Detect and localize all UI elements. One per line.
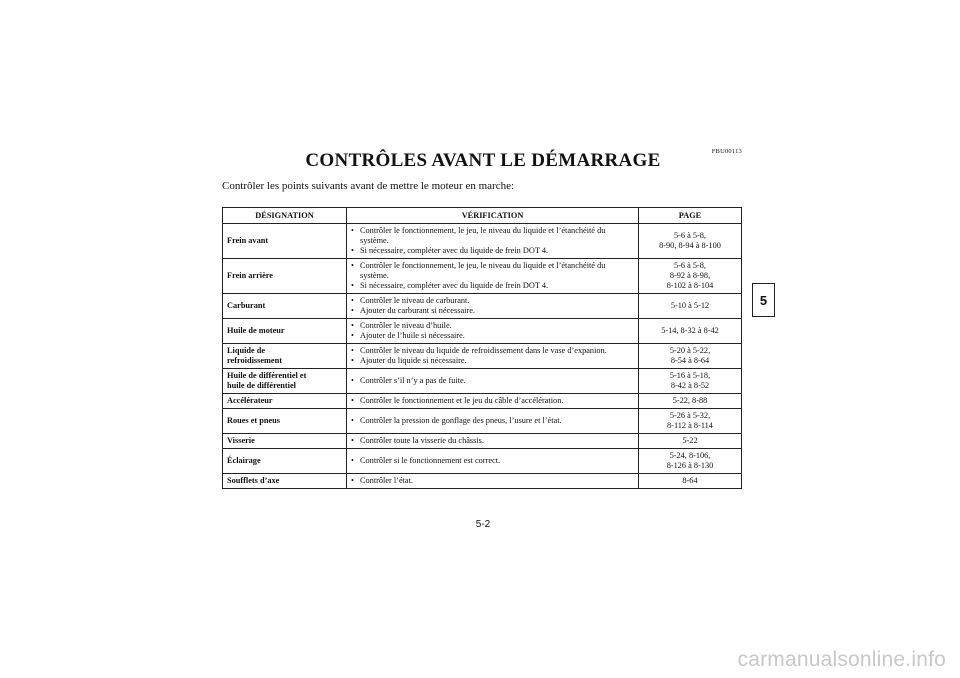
designation-line: Roues et pneus xyxy=(227,416,281,425)
verification-list xyxy=(351,456,634,466)
page-ref-line: 8-42 à 8-52 xyxy=(670,381,710,390)
verification-item: • Contrôler le fonctionnement, le jeu, le niveau du liquide et l’étanchéité du système. xyxy=(351,261,634,281)
row-verification xyxy=(347,394,639,409)
row-verification xyxy=(347,294,639,319)
page-ref-line: 5-10 à 5-12 xyxy=(670,301,710,310)
designation-line: Frein arrière xyxy=(227,271,273,280)
checks-table xyxy=(222,207,742,489)
verification-list xyxy=(351,321,634,341)
row-verification xyxy=(347,344,639,369)
verification-list xyxy=(351,261,634,291)
row-verification xyxy=(347,259,639,294)
verification-list xyxy=(351,416,634,426)
page-ref-line: 5-6 à 5-8, xyxy=(673,231,707,240)
designation-line: Frein avant xyxy=(227,236,269,245)
row-page xyxy=(639,369,742,394)
row-verification xyxy=(347,434,639,449)
table-header xyxy=(223,208,742,224)
verification-item: • Contrôler le fonctionnement, le jeu, le niveau du liquide et l’étanchéité du système. xyxy=(351,226,634,246)
page-ref-line: 5-26 à 5-32, xyxy=(669,411,711,420)
page-ref-line: 8-126 à 8-130 xyxy=(666,461,714,470)
row-verification xyxy=(347,449,639,474)
row-verification xyxy=(347,319,639,344)
row-designation xyxy=(223,434,347,449)
designation-line: Carburant xyxy=(227,301,266,310)
table-row xyxy=(223,344,742,369)
verification-item: • Ajouter du liquide si nécessaire. xyxy=(351,356,634,366)
row-designation xyxy=(223,474,347,489)
table-row xyxy=(223,259,742,294)
verification-item: • Contrôler le niveau d’huile. xyxy=(351,321,634,331)
designation-line: Éclairage xyxy=(227,456,261,465)
verification-item: • Contrôler le fonctionnement et le jeu du câble d’accélération. xyxy=(351,396,634,406)
document-code: FBU00113 xyxy=(711,148,742,155)
verification-list xyxy=(351,296,634,316)
row-page xyxy=(639,434,742,449)
row-verification xyxy=(347,409,639,434)
verification-item: • Contrôler toute la visserie du châssis. xyxy=(351,436,634,446)
verification-item: • Ajouter de l’huile si nécessaire. xyxy=(351,331,634,341)
intro-text: Contrôler les points suivants avant de mettre le moteur en marche: xyxy=(222,180,515,192)
header-designation: DÉSIGNATION xyxy=(223,208,347,224)
row-page xyxy=(639,344,742,369)
page-ref-line: 8-112 à 8-114 xyxy=(667,421,713,430)
row-page xyxy=(639,259,742,294)
table-row xyxy=(223,434,742,449)
designation-line: refroidissement xyxy=(227,356,282,365)
row-designation xyxy=(223,394,347,409)
row-designation xyxy=(223,369,347,394)
row-designation xyxy=(223,344,347,369)
table-row xyxy=(223,224,742,259)
row-designation xyxy=(223,449,347,474)
verification-list xyxy=(351,376,634,386)
verification-item: • Contrôler le niveau de carburant. xyxy=(351,296,634,306)
verification-list xyxy=(351,436,634,446)
header-row xyxy=(223,208,742,224)
designation-line: Huile de différentiel et xyxy=(227,371,307,380)
table-row xyxy=(223,294,742,319)
verification-item: • Contrôler l’état. xyxy=(351,476,634,486)
verification-item: • Si nécessaire, compléter avec du liquide de frein DOT 4. xyxy=(351,281,634,291)
verification-list xyxy=(351,476,634,486)
table-row xyxy=(223,394,742,409)
row-page xyxy=(639,294,742,319)
table-row xyxy=(223,369,742,394)
verification-item: • Contrôler si le fonctionnement est correct. xyxy=(351,456,634,466)
designation-line: Accélérateur xyxy=(227,396,273,405)
row-page xyxy=(639,449,742,474)
table-row xyxy=(223,474,742,489)
row-designation xyxy=(223,319,347,344)
row-page xyxy=(639,474,742,489)
page-ref-line: 5-16 à 5-18, xyxy=(669,371,711,380)
watermark: carmanualsonline.info xyxy=(737,648,946,671)
page-title: CONTRÔLES AVANT LE DÉMARRAGE xyxy=(305,150,661,171)
designation-line: Huile de moteur xyxy=(227,326,285,335)
designation-line: Liquide de xyxy=(227,346,266,355)
table-body xyxy=(223,224,742,489)
header-page: PAGE xyxy=(639,208,742,224)
row-page xyxy=(639,409,742,434)
row-page xyxy=(639,394,742,409)
chapter-tab: 5 xyxy=(752,283,775,317)
table-row xyxy=(223,319,742,344)
verification-item: • Si nécessaire, compléter avec du liquide de frein DOT 4. xyxy=(351,246,634,256)
row-designation xyxy=(223,409,347,434)
page-ref-line: 8-92 à 8-98, xyxy=(669,271,711,280)
verification-item: • Contrôler s’il n’y a pas de fuite. xyxy=(351,376,634,386)
row-designation xyxy=(223,259,347,294)
verification-list xyxy=(351,396,634,406)
row-page xyxy=(639,224,742,259)
verification-list xyxy=(351,226,634,256)
page-ref-line: 5-6 à 5-8, xyxy=(673,261,707,270)
verification-item: • Ajouter du carburant si nécessaire. xyxy=(351,306,634,316)
page-ref-line: 5-24, 8-106, xyxy=(669,451,711,460)
row-designation xyxy=(223,294,347,319)
row-verification xyxy=(347,369,639,394)
row-verification xyxy=(347,224,639,259)
table-row xyxy=(223,449,742,474)
page-ref-line: 8-90, 8-94 à 8-100 xyxy=(659,241,721,250)
designation-line: huile de différentiel xyxy=(227,381,296,390)
designation-line: Visserie xyxy=(227,436,255,445)
row-page xyxy=(639,319,742,344)
page-ref-line: 5-22, 8-88 xyxy=(672,396,708,405)
page-ref-line: 8-102 à 8-104 xyxy=(666,281,714,290)
page-number: 5-2 xyxy=(475,519,491,530)
designation-line: Soufflets d’axe xyxy=(227,476,280,485)
page-ref-line: 8-54 à 8-64 xyxy=(670,356,710,365)
row-verification xyxy=(347,474,639,489)
verification-list xyxy=(351,346,634,366)
page-ref-line: 5-20 à 5-22, xyxy=(669,346,711,355)
verification-item: • Contrôler le niveau du liquide de refroidissement dans le vase d’expanion. xyxy=(351,346,634,356)
verification-item: • Contrôler la pression de gonflage des pneus, l’usure et l’état. xyxy=(351,416,634,426)
table-row xyxy=(223,409,742,434)
page-ref-line: 8-64 xyxy=(682,476,698,485)
page-ref-line: 5-14, 8-32 à 8-42 xyxy=(661,326,719,335)
header-verification: VÉRIFICATION xyxy=(347,208,639,224)
page-ref-line: 5-22 xyxy=(682,436,698,445)
row-designation xyxy=(223,224,347,259)
